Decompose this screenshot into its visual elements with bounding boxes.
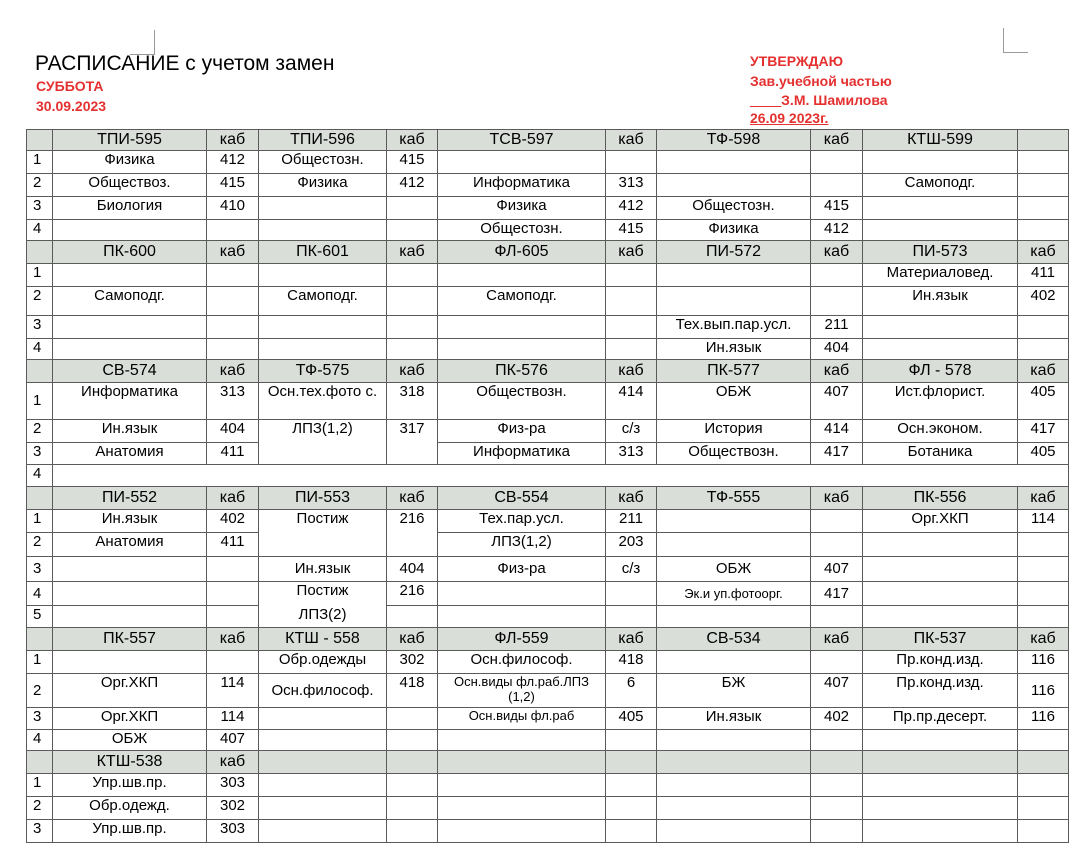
cab-header: каб bbox=[207, 751, 259, 774]
lesson-number: 4 bbox=[27, 582, 53, 606]
cab-header: каб bbox=[606, 130, 657, 151]
subject-cell: Постиж bbox=[259, 582, 387, 606]
group-name: ФЛ-559 bbox=[438, 628, 606, 651]
lesson-number: 1 bbox=[27, 651, 53, 674]
room-cell: 405 bbox=[1018, 383, 1069, 420]
lesson-number: 1 bbox=[27, 774, 53, 797]
room-cell: 415 bbox=[811, 197, 863, 220]
room-cell: 412 bbox=[387, 174, 438, 197]
subject-cell: ОБЖ bbox=[53, 730, 207, 751]
group-name: ПИ-572 bbox=[657, 241, 811, 264]
room-cell: 410 bbox=[207, 197, 259, 220]
approver-name: З.М. Шамилова bbox=[781, 92, 888, 108]
cab-header: каб bbox=[387, 130, 438, 151]
subject-cell: Пр.пр.десерт. bbox=[863, 708, 1018, 730]
cab-header: каб bbox=[1018, 628, 1069, 651]
subject-cell: Анатомия bbox=[53, 533, 207, 557]
lesson-number: 4 bbox=[27, 465, 53, 487]
room-cell bbox=[811, 264, 863, 287]
subject-cell bbox=[259, 316, 387, 339]
room-cell: 114 bbox=[1018, 510, 1069, 533]
room-cell: 303 bbox=[207, 820, 259, 843]
lesson-row bbox=[27, 774, 1069, 797]
lesson-number: 2 bbox=[27, 797, 53, 820]
subject-cell: Орг.ХКП bbox=[53, 708, 207, 730]
group-name: СВ-534 bbox=[657, 628, 811, 651]
subject-cell: Орг.ХКП bbox=[53, 674, 207, 708]
lesson-row bbox=[27, 651, 1069, 674]
approval-heading: УТВЕРЖДАЮ bbox=[750, 53, 844, 69]
approval-signature-line bbox=[750, 92, 888, 108]
cab-header: каб bbox=[1018, 241, 1069, 264]
subject-cell: ЛПЗ(2) bbox=[259, 606, 387, 628]
group-name: ПИ-573 bbox=[863, 241, 1018, 264]
subject-cell: История bbox=[657, 420, 811, 443]
lesson-row bbox=[27, 316, 1069, 339]
subject-cell bbox=[53, 339, 207, 360]
subject-cell: Биология bbox=[53, 197, 207, 220]
group-header-row bbox=[27, 360, 1069, 383]
room-cell bbox=[1018, 151, 1069, 174]
subject-cell: Осн.эконом. bbox=[863, 420, 1018, 443]
room-cell bbox=[1018, 316, 1069, 339]
subject-cell bbox=[438, 264, 606, 287]
cab-header: каб bbox=[606, 628, 657, 651]
subject-cell: Самоподг. bbox=[438, 287, 606, 316]
room-cell: 411 bbox=[1018, 264, 1069, 287]
lesson-number: 3 bbox=[27, 820, 53, 843]
subject-cell bbox=[863, 151, 1018, 174]
room-cell bbox=[606, 287, 657, 316]
lesson-row bbox=[27, 443, 1069, 465]
room-cell: 404 bbox=[811, 339, 863, 360]
subject-cell: Ист.флорист. bbox=[863, 383, 1018, 420]
cab-header: каб bbox=[207, 241, 259, 264]
lesson-row bbox=[27, 606, 1069, 628]
subject-cell: Физ-ра bbox=[438, 420, 606, 443]
room-cell: 302 bbox=[387, 651, 438, 674]
room-cell: 116 bbox=[1018, 651, 1069, 674]
subject-cell: Осн.философ. bbox=[259, 674, 387, 708]
room-cell: 407 bbox=[207, 730, 259, 751]
schedule-date: 30.09.2023 bbox=[36, 98, 107, 114]
room-cell bbox=[387, 339, 438, 360]
cab-header: каб bbox=[811, 360, 863, 383]
room-cell bbox=[811, 151, 863, 174]
group-name: КТШ-538 bbox=[53, 751, 207, 774]
room-cell: 313 bbox=[606, 443, 657, 465]
schedule-title: РАСПИСАНИЕ с учетом замен bbox=[35, 52, 335, 75]
subject-cell: Общестозн. bbox=[438, 220, 606, 241]
subject-cell: Физика bbox=[657, 220, 811, 241]
schedule-table bbox=[26, 129, 1069, 843]
room-cell bbox=[207, 339, 259, 360]
lesson-number: 4 bbox=[27, 220, 53, 241]
subject-cell: Анатомия bbox=[53, 443, 207, 465]
cab-header: каб bbox=[387, 487, 438, 510]
approval-position: Зав.учебной частью bbox=[750, 73, 892, 89]
subject-cell: Пр.конд.изд. bbox=[863, 651, 1018, 674]
subject-cell: Самоподг. bbox=[259, 287, 387, 316]
subject-cell: Ин.язык bbox=[657, 708, 811, 730]
page-corner-mark-right bbox=[1003, 28, 1028, 53]
subject-cell bbox=[259, 264, 387, 287]
room-cell: 114 bbox=[207, 708, 259, 730]
subject-cell: Орг.ХКП bbox=[863, 510, 1018, 533]
subject-cell: Общестозн. bbox=[657, 197, 811, 220]
room-cell: 405 bbox=[1018, 443, 1069, 465]
subject-cell: Ботаника bbox=[863, 443, 1018, 465]
group-name: ПИ-552 bbox=[53, 487, 207, 510]
subject-cell: Информатика bbox=[438, 443, 606, 465]
room-cell bbox=[207, 287, 259, 316]
room-cell: 407 bbox=[811, 383, 863, 420]
subject-cell: Физика bbox=[259, 174, 387, 197]
room-cell: 313 bbox=[207, 383, 259, 420]
lesson-row bbox=[27, 708, 1069, 730]
room-cell bbox=[387, 287, 438, 316]
subject-cell: Общестозн. bbox=[259, 151, 387, 174]
room-cell bbox=[606, 264, 657, 287]
lesson-number: 2 bbox=[27, 420, 53, 443]
group-header-row bbox=[27, 751, 1069, 774]
lesson-row bbox=[27, 510, 1069, 533]
lesson-row bbox=[27, 533, 1069, 557]
room-cell: 303 bbox=[207, 774, 259, 797]
room-cell bbox=[1018, 339, 1069, 360]
subject-cell: Обр.одежды bbox=[259, 651, 387, 674]
group-name: ТФ-598 bbox=[657, 130, 811, 151]
room-cell: 203 bbox=[606, 533, 657, 557]
subject-cell: Ин.язык bbox=[259, 557, 387, 582]
subject-cell: Ин.язык bbox=[863, 287, 1018, 316]
subject-cell: Материаловед. bbox=[863, 264, 1018, 287]
room-cell bbox=[1018, 197, 1069, 220]
lesson-number: 3 bbox=[27, 557, 53, 582]
room-cell bbox=[387, 316, 438, 339]
subject-cell bbox=[259, 220, 387, 241]
lesson-row bbox=[27, 730, 1069, 751]
cab-header: каб bbox=[606, 487, 657, 510]
group-header-row bbox=[27, 241, 1069, 264]
lesson-number: 2 bbox=[27, 674, 53, 708]
room-cell: 415 bbox=[387, 151, 438, 174]
room-cell: 402 bbox=[811, 708, 863, 730]
group-name: ПК-601 bbox=[259, 241, 387, 264]
room-cell: 407 bbox=[811, 674, 863, 708]
cab-header: каб bbox=[387, 241, 438, 264]
subject-cell bbox=[863, 316, 1018, 339]
room-cell bbox=[387, 264, 438, 287]
room-cell bbox=[811, 174, 863, 197]
subject-cell bbox=[657, 287, 811, 316]
subject-cell bbox=[438, 316, 606, 339]
room-cell: 116 bbox=[1018, 674, 1069, 708]
subject-cell: Обществозн. bbox=[657, 443, 811, 465]
lesson-row bbox=[27, 465, 1069, 487]
room-cell: 318 bbox=[387, 383, 438, 420]
room-cell bbox=[207, 264, 259, 287]
room-cell: 417 bbox=[1018, 420, 1069, 443]
subject-cell bbox=[657, 151, 811, 174]
group-name: ПК-600 bbox=[53, 241, 207, 264]
cab-header: каб bbox=[387, 628, 438, 651]
group-name: КТШ - 558 bbox=[259, 628, 387, 651]
subject-cell: Обществоз. bbox=[53, 174, 207, 197]
lesson-number: 1 bbox=[27, 383, 53, 420]
group-name: ПК-537 bbox=[863, 628, 1018, 651]
subject-cell: Тех.вып.пар.усл. bbox=[657, 316, 811, 339]
lesson-row bbox=[27, 557, 1069, 582]
lesson-row bbox=[27, 151, 1069, 174]
group-header-row bbox=[27, 130, 1069, 151]
room-cell: 412 bbox=[207, 151, 259, 174]
subject-cell: Обр.одежд. bbox=[53, 797, 207, 820]
cab-header: каб bbox=[387, 360, 438, 383]
lesson-number: 2 bbox=[27, 174, 53, 197]
lesson-row bbox=[27, 220, 1069, 241]
lesson-row bbox=[27, 582, 1069, 606]
group-name: СВ-574 bbox=[53, 360, 207, 383]
room-cell: 216 bbox=[387, 510, 438, 557]
subject-cell bbox=[863, 339, 1018, 360]
subject-cell: Информатика bbox=[53, 383, 207, 420]
room-cell: 417 bbox=[811, 443, 863, 465]
group-name: ТПИ-595 bbox=[53, 130, 207, 151]
subject-cell: Тех.пар.усл. bbox=[438, 510, 606, 533]
subject-cell: Осн.тех.фото с. bbox=[259, 383, 387, 420]
subject-cell: Осн.виды фл.раб.ЛПЗ (1,2) bbox=[438, 674, 606, 708]
room-cell bbox=[207, 220, 259, 241]
lesson-number: 3 bbox=[27, 443, 53, 465]
subject-cell bbox=[863, 197, 1018, 220]
subject-cell: Упр.шв.пр. bbox=[53, 774, 207, 797]
group-name: ТПИ-596 bbox=[259, 130, 387, 151]
room-cell: 116 bbox=[1018, 708, 1069, 730]
schedule-day: СУББОТА bbox=[36, 78, 104, 94]
subject-cell bbox=[259, 197, 387, 220]
group-name: ФЛ - 578 bbox=[863, 360, 1018, 383]
lesson-number: 3 bbox=[27, 316, 53, 339]
subject-cell: ЛПЗ(1,2) bbox=[438, 533, 606, 557]
lesson-row bbox=[27, 674, 1069, 708]
room-cell: 405 bbox=[606, 708, 657, 730]
room-cell: 415 bbox=[207, 174, 259, 197]
room-cell: 402 bbox=[1018, 287, 1069, 316]
room-cell: 417 bbox=[811, 582, 863, 606]
subject-cell: Ин.язык bbox=[657, 339, 811, 360]
cab-header: каб bbox=[207, 360, 259, 383]
lesson-number: 2 bbox=[27, 533, 53, 557]
room-cell: 6 bbox=[606, 674, 657, 708]
room-cell bbox=[1018, 220, 1069, 241]
lesson-row bbox=[27, 420, 1069, 443]
subject-cell: Упр.шв.пр. bbox=[53, 820, 207, 843]
group-name: ФЛ-605 bbox=[438, 241, 606, 264]
cab-header: каб bbox=[811, 241, 863, 264]
room-cell: 414 bbox=[606, 383, 657, 420]
lesson-row bbox=[27, 174, 1069, 197]
room-cell: 216 bbox=[387, 582, 438, 606]
group-name: ПК-577 bbox=[657, 360, 811, 383]
group-header-row bbox=[27, 487, 1069, 510]
group-name: ПК-556 bbox=[863, 487, 1018, 510]
room-cell: 415 bbox=[606, 220, 657, 241]
room-cell: 211 bbox=[606, 510, 657, 533]
cab-header: каб bbox=[1018, 360, 1069, 383]
room-cell bbox=[606, 151, 657, 174]
lesson-number: 3 bbox=[27, 197, 53, 220]
subject-cell bbox=[259, 339, 387, 360]
cab-header: каб bbox=[811, 130, 863, 151]
subject-cell: Эк.и уп.фотоорг. bbox=[657, 582, 811, 606]
room-cell: 404 bbox=[207, 420, 259, 443]
room-cell: 411 bbox=[207, 443, 259, 465]
subject-cell: Осн.виды фл.раб bbox=[438, 708, 606, 730]
room-cell: 402 bbox=[207, 510, 259, 533]
room-cell bbox=[811, 287, 863, 316]
cab-header: каб bbox=[606, 241, 657, 264]
group-name: ТФ-575 bbox=[259, 360, 387, 383]
subject-cell: Самоподг. bbox=[863, 174, 1018, 197]
group-header-row bbox=[27, 628, 1069, 651]
room-cell bbox=[1018, 174, 1069, 197]
subject-cell: ОБЖ bbox=[657, 557, 811, 582]
subject-cell bbox=[438, 339, 606, 360]
room-cell: 317 bbox=[387, 420, 438, 465]
subject-cell: Физ-ра bbox=[438, 557, 606, 582]
room-cell bbox=[387, 220, 438, 241]
group-name: ПК-576 bbox=[438, 360, 606, 383]
room-cell: 411 bbox=[207, 533, 259, 557]
cab-header: каб bbox=[606, 360, 657, 383]
subject-cell bbox=[53, 316, 207, 339]
group-name: ПК-557 bbox=[53, 628, 207, 651]
lesson-number: 4 bbox=[27, 339, 53, 360]
lesson-number: 4 bbox=[27, 730, 53, 751]
cab-header: каб bbox=[811, 487, 863, 510]
room-cell: 313 bbox=[606, 174, 657, 197]
lesson-row bbox=[27, 383, 1069, 420]
room-cell bbox=[606, 316, 657, 339]
cab-header: каб bbox=[207, 487, 259, 510]
subject-cell: Физика bbox=[438, 197, 606, 220]
cab-header: каб bbox=[1018, 487, 1069, 510]
subject-cell: Обществозн. bbox=[438, 383, 606, 420]
cab-header: каб bbox=[207, 130, 259, 151]
subject-cell: Физика bbox=[53, 151, 207, 174]
group-name: СВ-554 bbox=[438, 487, 606, 510]
lesson-row bbox=[27, 339, 1069, 360]
room-cell: 418 bbox=[387, 674, 438, 708]
subject-cell: Самоподг. bbox=[53, 287, 207, 316]
signature-blank: ____ bbox=[750, 92, 782, 108]
subject-cell: Пр.конд.изд. bbox=[863, 674, 1018, 708]
room-cell: 302 bbox=[207, 797, 259, 820]
cab-header: каб bbox=[207, 628, 259, 651]
subject-cell bbox=[53, 264, 207, 287]
lesson-number: 1 bbox=[27, 510, 53, 533]
room-cell: 211 bbox=[811, 316, 863, 339]
subject-cell: Информатика bbox=[438, 174, 606, 197]
subject-cell bbox=[863, 220, 1018, 241]
lesson-number: 1 bbox=[27, 264, 53, 287]
subject-cell: БЖ bbox=[657, 674, 811, 708]
lesson-row bbox=[27, 197, 1069, 220]
subject-cell: ОБЖ bbox=[657, 383, 811, 420]
group-name: КТШ-599 bbox=[863, 130, 1018, 151]
room-cell: 404 bbox=[387, 557, 438, 582]
subject-cell bbox=[657, 264, 811, 287]
room-cell bbox=[606, 339, 657, 360]
subject-cell: Осн.философ. bbox=[438, 651, 606, 674]
subject-cell: Ин.язык bbox=[53, 510, 207, 533]
room-cell bbox=[387, 197, 438, 220]
room-cell: 114 bbox=[207, 674, 259, 708]
group-name: ПИ-553 bbox=[259, 487, 387, 510]
subject-cell bbox=[657, 174, 811, 197]
subject-cell: Постиж bbox=[259, 510, 387, 557]
room-cell: 412 bbox=[606, 197, 657, 220]
lesson-number: 3 bbox=[27, 708, 53, 730]
room-cell: 414 bbox=[811, 420, 863, 443]
lesson-number: 2 bbox=[27, 287, 53, 316]
room-cell: с/з bbox=[606, 420, 657, 443]
room-cell: с/з bbox=[606, 557, 657, 582]
room-cell: 418 bbox=[606, 651, 657, 674]
subject-cell bbox=[53, 220, 207, 241]
cab-header: каб bbox=[811, 628, 863, 651]
subject-cell: ЛПЗ(1,2) bbox=[259, 420, 387, 465]
room-cell: 407 bbox=[811, 557, 863, 582]
subject-cell: Ин.язык bbox=[53, 420, 207, 443]
lesson-number: 5 bbox=[27, 606, 53, 628]
lesson-row bbox=[27, 797, 1069, 820]
lesson-row bbox=[27, 287, 1069, 316]
subject-cell bbox=[438, 151, 606, 174]
group-name: ТСВ-597 bbox=[438, 130, 606, 151]
lesson-row bbox=[27, 264, 1069, 287]
room-cell: 412 bbox=[811, 220, 863, 241]
group-name: ТФ-555 bbox=[657, 487, 811, 510]
approval-date: 26.09 2023г. bbox=[750, 110, 829, 126]
lesson-row bbox=[27, 820, 1069, 843]
lesson-number: 1 bbox=[27, 151, 53, 174]
room-cell bbox=[207, 316, 259, 339]
